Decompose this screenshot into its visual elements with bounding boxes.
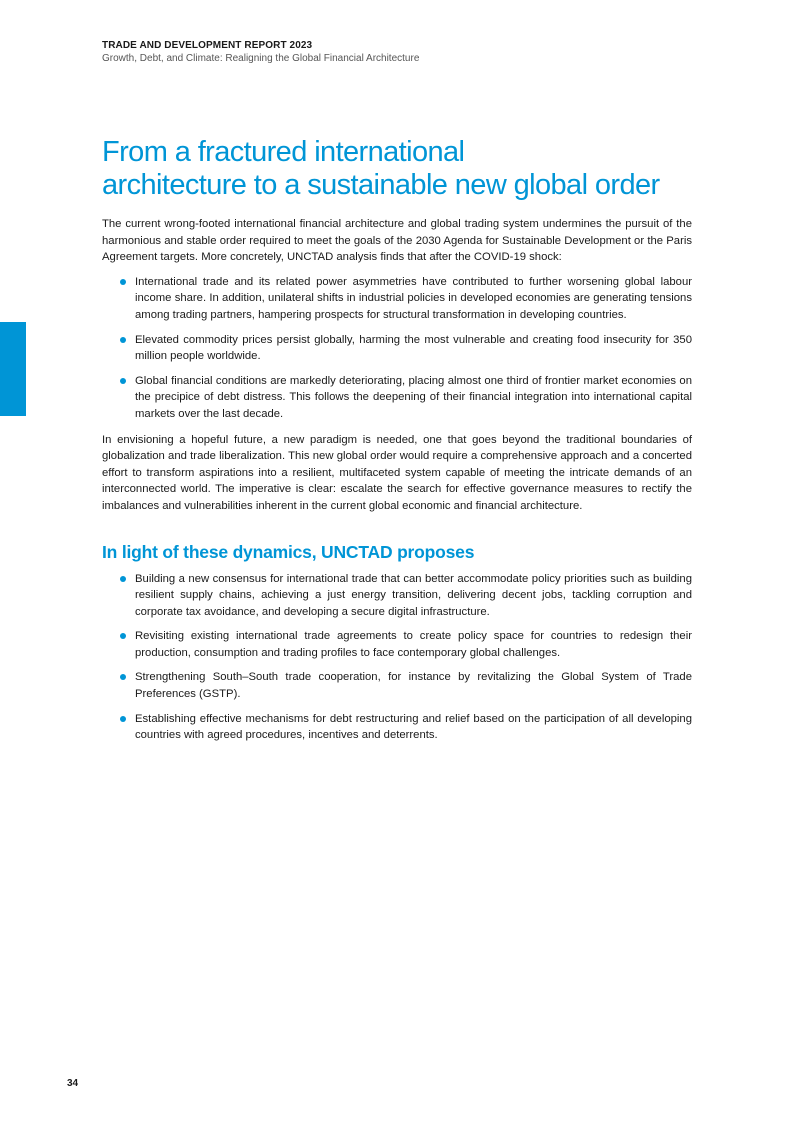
list-item <box>102 711 692 744</box>
proposal-text: Establishing effective mechanisms for debt restructuring and relief based on the participation of all developing countries with agreed procedures, incentives and deterrents. <box>135 712 692 742</box>
finding-text: International trade and its related power asymmetries have contributed to further worsening global labour income share. In addition, unilateral shifts in industrial policies in developed economies are generating tensions among trading partners, hampering prospects for structural transformation in developing countries. <box>135 275 692 321</box>
proposal-text: Strengthening South–South trade cooperation, for instance by revitalizing the Global System of Trade Preferences (GSTP). <box>135 671 692 701</box>
bullet-dot-icon <box>120 378 126 384</box>
page-number: 34 <box>67 1078 79 1089</box>
running-header <box>102 40 702 65</box>
finding-text: Elevated commodity prices persist globally, harming the most vulnerable and creating food insecurity for 350 million people worldwide. <box>135 333 692 363</box>
main-content <box>102 136 692 744</box>
report-subtitle: Growth, Debt, and Climate: Realigning the Global Financial Architecture <box>102 53 420 64</box>
section-title-line-2: architecture to a sustainable new global order <box>102 169 660 201</box>
list-item <box>102 571 692 621</box>
proposals-list <box>102 571 692 744</box>
list-item <box>102 669 692 702</box>
bullet-dot-icon <box>120 674 126 680</box>
bullet-dot-icon <box>120 633 126 639</box>
intro-paragraph: The current wrong-footed international financial architecture and global trading system undermines the pursuit of the harmonious and stable order required to meet the goals of the 2030 Agenda for Sustainable Development or the Paris Agreement targets. More concretely, UNCTAD analysis finds that after the COVID-19 shock: <box>102 218 692 264</box>
section-title-line-1: From a fractured international <box>102 136 465 168</box>
findings-list <box>102 274 692 423</box>
finding-text: Global financial conditions are markedly deteriorating, placing almost one third of frontier market economies on the precipice of debt distress. This follows the deepening of their financial integration into international capital markets over the last decade. <box>135 374 692 420</box>
list-item <box>102 332 692 365</box>
bullet-dot-icon <box>120 716 126 722</box>
list-item <box>102 274 692 324</box>
proposal-text: Revisiting existing international trade agreements to create policy space for countries to redesign their production, consumption and trading profiles to face contemporary global challenges. <box>135 630 692 659</box>
list-item <box>102 373 692 423</box>
proposals-heading: In light of these dynamics, UNCTAD proposes <box>102 541 475 562</box>
vision-paragraph: In envisioning a hopeful future, a new paradigm is needed, one that goes beyond the traditional boundaries of globalization and trade liberalization. This new global order would require a comprehensive approach and a concerted effort to transform aspirations into a resilient, multifaceted system capable of meeting the intricate demands of an interconnected world. The imperative is clear: escalate the search for effective governance measures to rectify the imbalances and vulnerabilities inherent in the current global economic and financial architecture. <box>102 433 692 512</box>
bullet-dot-icon <box>120 279 126 285</box>
bullet-dot-icon <box>120 337 126 343</box>
proposal-text: Building a new consensus for international trade that can better accommodate policy priorities such as building resilient supply chains, achieving a just energy transition, delivering decent jobs, tackling corruption and corporate tax avoidance, and developing a secure digital infrastructure. <box>135 572 692 618</box>
report-title: TRADE AND DEVELOPMENT REPORT 2023 <box>102 40 313 51</box>
chapter-side-tab <box>0 322 26 416</box>
bullet-dot-icon <box>120 576 126 582</box>
section-title <box>102 136 692 202</box>
list-item <box>102 628 692 661</box>
